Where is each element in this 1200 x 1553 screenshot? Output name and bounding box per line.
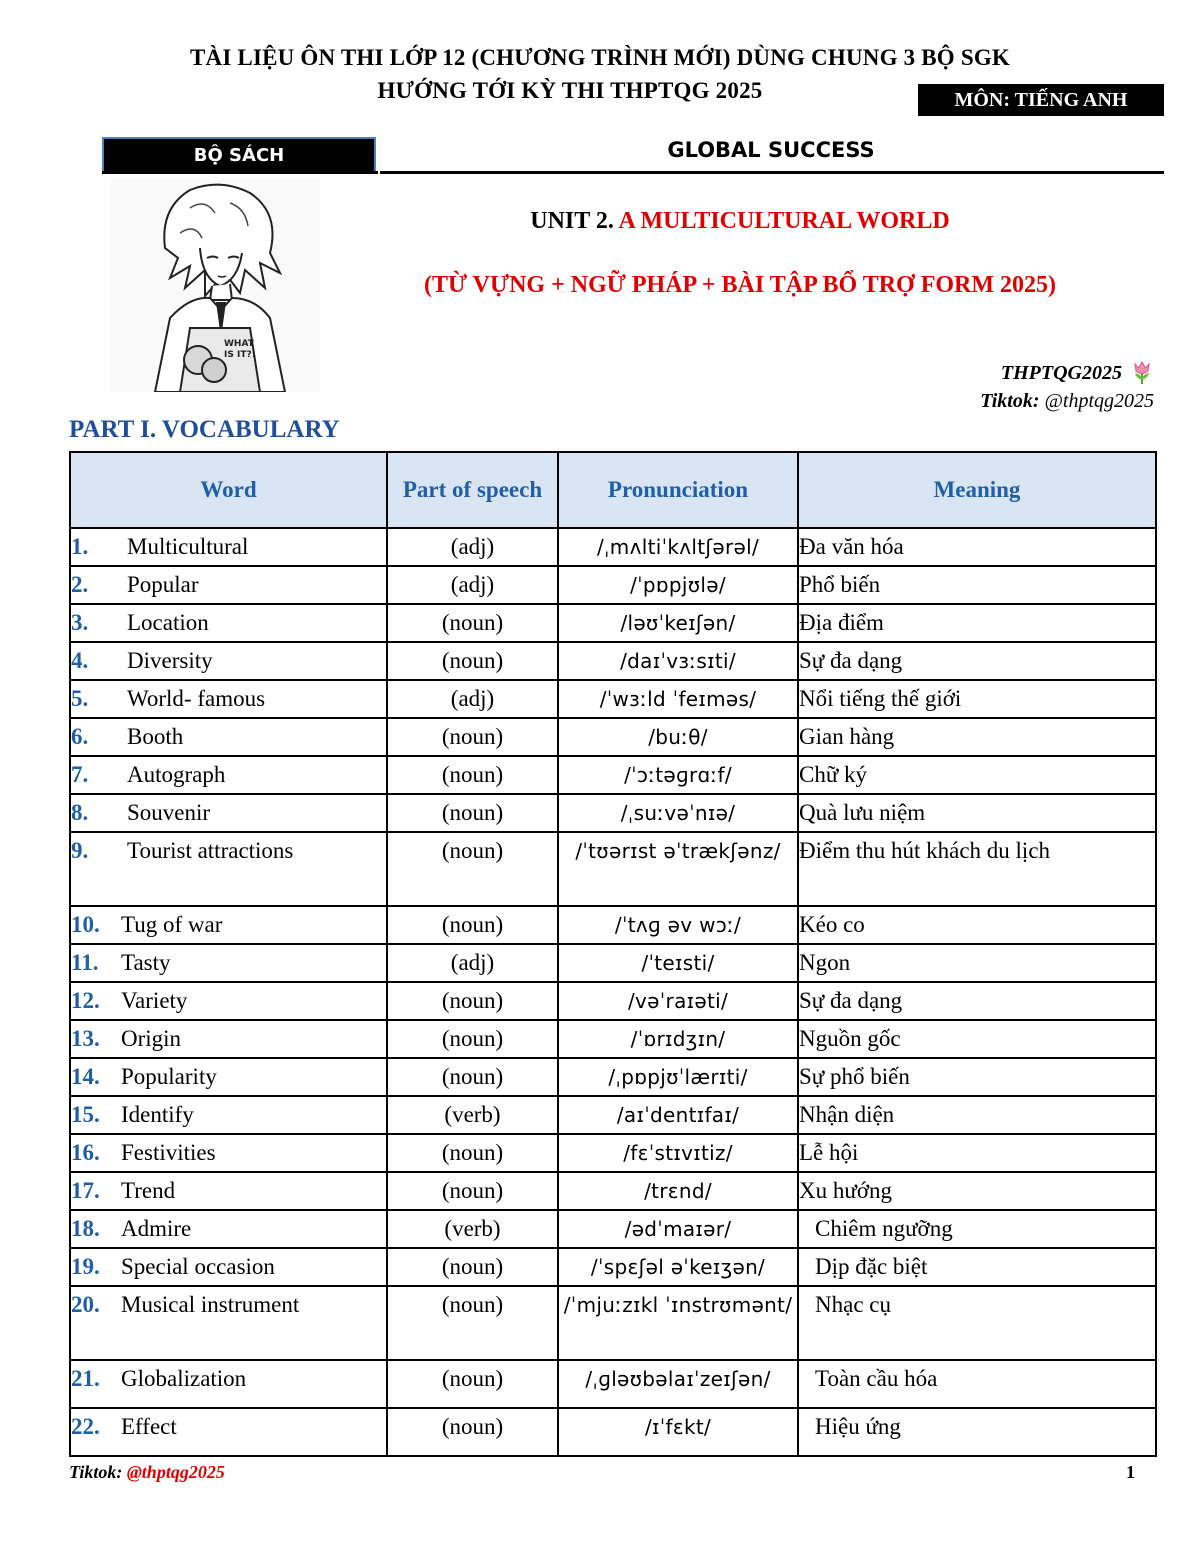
row-number: 6. bbox=[71, 724, 89, 749]
unit-title bbox=[380, 208, 1100, 235]
word-text: Origin bbox=[121, 1026, 182, 1051]
word-text: Tourist attractions bbox=[127, 838, 294, 863]
table-row bbox=[70, 1134, 1156, 1172]
book-rule-left bbox=[102, 171, 378, 174]
cell-part-of-speech: (noun) bbox=[387, 718, 558, 756]
cell-word bbox=[70, 1096, 387, 1134]
table-row bbox=[70, 1020, 1156, 1058]
cell-word bbox=[70, 1360, 387, 1408]
row-number: 3. bbox=[71, 610, 89, 635]
row-number: 19. bbox=[71, 1254, 100, 1279]
table-row bbox=[70, 528, 1156, 566]
cell-part-of-speech: (noun) bbox=[387, 1058, 558, 1096]
cell-pronunciation: /fɛˈstɪvɪtiz/ bbox=[558, 1134, 798, 1172]
cell-word bbox=[70, 566, 387, 604]
word-text: Globalization bbox=[121, 1366, 247, 1391]
table-row bbox=[70, 642, 1156, 680]
cell-pronunciation: /ˌsuːvəˈnɪə/ bbox=[558, 794, 798, 832]
cell-word bbox=[70, 1248, 387, 1286]
cell-part-of-speech: (verb) bbox=[387, 1096, 558, 1134]
cell-pronunciation: /ˈspɛʃəl əˈkeɪʒən/ bbox=[558, 1248, 798, 1286]
word-text: Tug of war bbox=[121, 912, 223, 937]
cell-meaning: Nhạc cụ bbox=[798, 1286, 1156, 1360]
cell-pronunciation: /ɪˈfɛkt/ bbox=[558, 1408, 798, 1456]
cell-part-of-speech: (noun) bbox=[387, 832, 558, 906]
cell-word bbox=[70, 906, 387, 944]
tiktok-label: Tiktok: bbox=[980, 390, 1040, 412]
word-text: Location bbox=[127, 610, 209, 635]
cell-meaning: Hiệu ứng bbox=[798, 1408, 1156, 1456]
brand-tag-text: THPTQG2025 bbox=[1000, 361, 1122, 384]
cell-pronunciation: /ˈmjuːzɪkl ˈɪnstrʊmənt/ bbox=[558, 1286, 798, 1360]
cell-part-of-speech: (noun) bbox=[387, 794, 558, 832]
row-number: 16. bbox=[71, 1140, 100, 1165]
cell-pronunciation: /daɪˈvɜːsɪti/ bbox=[558, 642, 798, 680]
cell-part-of-speech: (noun) bbox=[387, 906, 558, 944]
table-row bbox=[70, 1248, 1156, 1286]
cell-part-of-speech: (noun) bbox=[387, 1360, 558, 1408]
cell-part-of-speech: (adj) bbox=[387, 528, 558, 566]
cell-meaning: Lễ hội bbox=[798, 1134, 1156, 1172]
table-row bbox=[70, 756, 1156, 794]
cell-word bbox=[70, 982, 387, 1020]
cell-pronunciation: /aɪˈdentɪfaɪ/ bbox=[558, 1096, 798, 1134]
cell-meaning: Phổ biến bbox=[798, 566, 1156, 604]
word-text: Souvenir bbox=[127, 800, 211, 825]
cell-pronunciation: /trɛnd/ bbox=[558, 1172, 798, 1210]
unit-name: A MULTICULTURAL WORLD bbox=[618, 208, 950, 234]
cell-part-of-speech: (adj) bbox=[387, 944, 558, 982]
unit-prefix: UNIT 2. bbox=[530, 208, 619, 234]
part-title: PART I. VOCABULARY bbox=[69, 416, 340, 443]
cell-pronunciation: /ˈtʌɡ əv wɔː/ bbox=[558, 906, 798, 944]
cell-word bbox=[70, 944, 387, 982]
table-row bbox=[70, 604, 1156, 642]
cell-meaning: Địa điểm bbox=[798, 604, 1156, 642]
cell-word bbox=[70, 528, 387, 566]
cell-word bbox=[70, 832, 387, 906]
table-row bbox=[70, 832, 1156, 906]
word-text: Popularity bbox=[121, 1064, 217, 1089]
footer-tiktok-handle: @thptqg2025 bbox=[126, 1462, 225, 1482]
cell-meaning: Sự đa dạng bbox=[798, 982, 1156, 1020]
word-text: Tasty bbox=[121, 950, 171, 975]
character-drawing-icon bbox=[110, 178, 320, 392]
anime-character-illustration bbox=[110, 178, 320, 392]
tiktok-handle-line bbox=[980, 390, 1154, 413]
cell-meaning: Sự phổ biến bbox=[798, 1058, 1156, 1096]
word-text: Diversity bbox=[127, 648, 213, 673]
header-meaning: Meaning bbox=[798, 452, 1156, 528]
illustration-text-2: IS IT?! bbox=[224, 350, 256, 360]
word-text: Booth bbox=[127, 724, 184, 749]
table-row bbox=[70, 944, 1156, 982]
cell-part-of-speech: (noun) bbox=[387, 1408, 558, 1456]
cell-pronunciation: /vəˈraɪəti/ bbox=[558, 982, 798, 1020]
cell-part-of-speech: (noun) bbox=[387, 1020, 558, 1058]
row-number: 1. bbox=[71, 534, 89, 559]
table-header-row bbox=[70, 452, 1156, 528]
illustration-text-1: WHAT bbox=[224, 339, 254, 349]
word-text: Effect bbox=[121, 1414, 177, 1439]
table-row bbox=[70, 794, 1156, 832]
table-row bbox=[70, 906, 1156, 944]
footer-tiktok-label: Tiktok: bbox=[69, 1462, 127, 1482]
cell-meaning: Chữ ký bbox=[798, 756, 1156, 794]
word-text: Musical instrument bbox=[121, 1292, 300, 1317]
cell-meaning: Sự đa dạng bbox=[798, 642, 1156, 680]
cell-part-of-speech: (noun) bbox=[387, 1172, 558, 1210]
cell-part-of-speech: (adj) bbox=[387, 680, 558, 718]
table-row bbox=[70, 1058, 1156, 1096]
page-number: 1 bbox=[1126, 1462, 1135, 1482]
row-number: 9. bbox=[71, 838, 89, 863]
word-text: Admire bbox=[121, 1216, 192, 1241]
cell-word bbox=[70, 718, 387, 756]
row-number: 13. bbox=[71, 1026, 100, 1051]
cell-pronunciation: /ˈɒrɪdʒɪn/ bbox=[558, 1020, 798, 1058]
cell-meaning: Dịp đặc biệt bbox=[798, 1248, 1156, 1286]
row-number: 10. bbox=[71, 912, 100, 937]
header-pronunciation: Pronunciation bbox=[558, 452, 798, 528]
cell-pronunciation: /ˌmʌltiˈkʌltʃərəl/ bbox=[558, 528, 798, 566]
cell-part-of-speech: (noun) bbox=[387, 1286, 558, 1360]
cell-meaning: Gian hàng bbox=[798, 718, 1156, 756]
cell-pronunciation: /ˈpɒpjʊlə/ bbox=[558, 566, 798, 604]
tiktok-handle: @thptqg2025 bbox=[1039, 390, 1154, 412]
cell-part-of-speech: (noun) bbox=[387, 756, 558, 794]
cell-meaning: Kéo co bbox=[798, 906, 1156, 944]
word-text: Multicultural bbox=[127, 534, 249, 559]
cell-pronunciation: /ləʊˈkeɪʃən/ bbox=[558, 604, 798, 642]
cell-word bbox=[70, 1286, 387, 1360]
word-text: Popular bbox=[127, 572, 199, 597]
table-row bbox=[70, 1286, 1156, 1360]
table-row bbox=[70, 1172, 1156, 1210]
tulip-icon bbox=[1130, 360, 1154, 386]
word-text: Autograph bbox=[127, 762, 226, 787]
cell-pronunciation: /ˌɡləʊbəlaɪˈzeɪʃən/ bbox=[558, 1360, 798, 1408]
header-word: Word bbox=[70, 452, 387, 528]
cell-word bbox=[70, 642, 387, 680]
cell-meaning: Quà lưu niệm bbox=[798, 794, 1156, 832]
cell-pronunciation: /ədˈmaɪər/ bbox=[558, 1210, 798, 1248]
row-number: 12. bbox=[71, 988, 100, 1013]
vocabulary-table bbox=[69, 451, 1157, 1457]
cell-pronunciation: /ˈteɪsti/ bbox=[558, 944, 798, 982]
cell-pronunciation: /ˈwɜːld ˈfeɪməs/ bbox=[558, 680, 798, 718]
word-text: World- famous bbox=[127, 686, 266, 711]
table-row bbox=[70, 1096, 1156, 1134]
table-row bbox=[70, 982, 1156, 1020]
book-series-tab: BỘ SÁCH bbox=[102, 137, 376, 171]
cell-pronunciation: /ˈɔːtəɡrɑːf/ bbox=[558, 756, 798, 794]
table-row bbox=[70, 566, 1156, 604]
subject-badge: MÔN: TIẾNG ANH bbox=[918, 84, 1164, 116]
cell-meaning: Xu hướng bbox=[798, 1172, 1156, 1210]
cell-meaning: Điểm thu hút khách du lịch bbox=[798, 832, 1156, 906]
cell-part-of-speech: (adj) bbox=[387, 566, 558, 604]
cell-meaning: Toàn cầu hóa bbox=[798, 1360, 1156, 1408]
footer-tiktok bbox=[69, 1462, 225, 1483]
row-number: 2. bbox=[71, 572, 89, 597]
cell-word bbox=[70, 1210, 387, 1248]
row-number: 11. bbox=[71, 950, 99, 975]
cell-meaning: Đa văn hóa bbox=[798, 528, 1156, 566]
row-number: 18. bbox=[71, 1216, 100, 1241]
row-number: 5. bbox=[71, 686, 89, 711]
cell-word bbox=[70, 1058, 387, 1096]
cell-word bbox=[70, 604, 387, 642]
cell-word bbox=[70, 1020, 387, 1058]
cell-word bbox=[70, 1172, 387, 1210]
unit-subtitle: (TỪ VỰNG + NGỮ PHÁP + BÀI TẬP BỔ TRỢ FORM 2025) bbox=[423, 272, 1057, 298]
word-text: Trend bbox=[121, 1178, 176, 1203]
word-text: Identify bbox=[121, 1102, 194, 1127]
cell-pronunciation: /buːθ/ bbox=[558, 718, 798, 756]
cell-word bbox=[70, 1408, 387, 1456]
document-header-line-1: TÀI LIỆU ÔN THI LỚP 12 (CHƯƠNG TRÌNH MỚI) DÙNG CHUNG 3 BỘ SGK bbox=[189, 45, 1011, 70]
table-row bbox=[70, 1210, 1156, 1248]
table-row bbox=[70, 1360, 1156, 1408]
cell-part-of-speech: (noun) bbox=[387, 1134, 558, 1172]
cell-word bbox=[70, 680, 387, 718]
row-number: 17. bbox=[71, 1178, 100, 1203]
cell-meaning: Nhận diện bbox=[798, 1096, 1156, 1134]
cell-pronunciation: /ˈtʊərɪst əˈtrækʃənz/ bbox=[558, 832, 798, 906]
cell-meaning: Ngon bbox=[798, 944, 1156, 982]
word-text: Festivities bbox=[121, 1140, 216, 1165]
header-part-of-speech: Part of speech bbox=[387, 452, 558, 528]
word-text: Variety bbox=[121, 988, 188, 1013]
cell-part-of-speech: (verb) bbox=[387, 1210, 558, 1248]
table-row bbox=[70, 718, 1156, 756]
row-number: 21. bbox=[71, 1366, 100, 1391]
row-number: 15. bbox=[71, 1102, 100, 1127]
row-number: 22. bbox=[71, 1414, 100, 1439]
table-row bbox=[70, 680, 1156, 718]
row-number: 8. bbox=[71, 800, 89, 825]
cell-pronunciation: /ˌpɒpjʊˈlærɪti/ bbox=[558, 1058, 798, 1096]
cell-word bbox=[70, 794, 387, 832]
cell-meaning: Nguồn gốc bbox=[798, 1020, 1156, 1058]
cell-part-of-speech: (noun) bbox=[387, 982, 558, 1020]
row-number: 20. bbox=[71, 1292, 100, 1317]
book-series-name: GLOBAL SUCCESS bbox=[667, 138, 875, 162]
document-header-line-2: HƯỚNG TỚI KỲ THI THPTQG 2025 bbox=[377, 78, 763, 103]
word-text: Special occasion bbox=[121, 1254, 275, 1279]
brand-tag bbox=[1001, 360, 1154, 386]
cell-part-of-speech: (noun) bbox=[387, 642, 558, 680]
cell-word bbox=[70, 1134, 387, 1172]
row-number: 7. bbox=[71, 762, 89, 787]
table-row bbox=[70, 1408, 1156, 1456]
book-rule bbox=[380, 171, 1164, 174]
cell-part-of-speech: (noun) bbox=[387, 604, 558, 642]
row-number: 14. bbox=[71, 1064, 100, 1089]
cell-part-of-speech: (noun) bbox=[387, 1248, 558, 1286]
cell-word bbox=[70, 756, 387, 794]
row-number: 4. bbox=[71, 648, 89, 673]
cell-meaning: Chiêm ngưỡng bbox=[798, 1210, 1156, 1248]
cell-meaning: Nổi tiếng thế giới bbox=[798, 680, 1156, 718]
